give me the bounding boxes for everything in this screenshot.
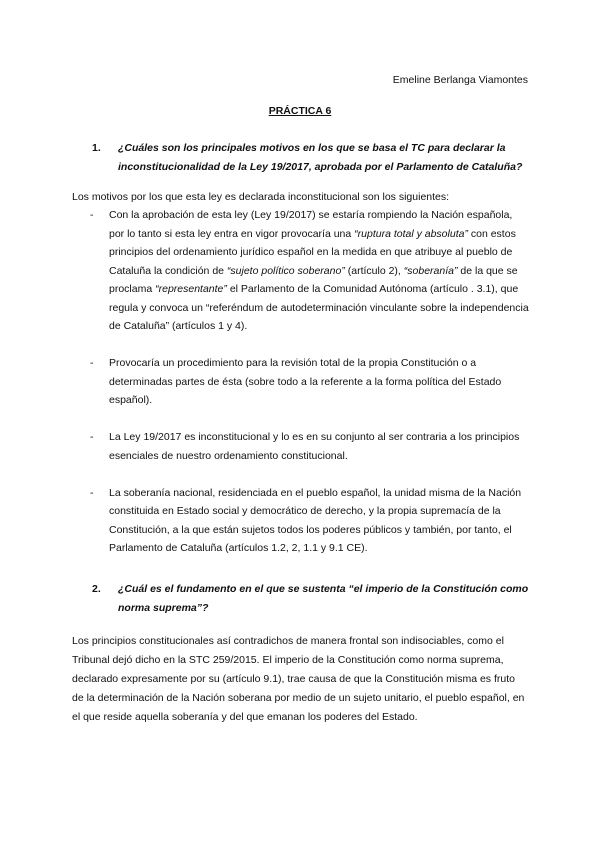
list-item bbox=[90, 206, 530, 336]
list-item bbox=[90, 484, 530, 558]
bullet-dash: - bbox=[90, 431, 94, 443]
bullet-1-text-4: de la que se proclama bbox=[109, 264, 518, 295]
bullet-dash: - bbox=[90, 486, 94, 499]
bullet-1-quote-4: “representante” bbox=[155, 283, 227, 295]
bullet-1-text-5: el Parlamento de la Comunidad Autónoma (artículo . 3.1), que regula y convoca un “referéndum de autodeterminación vinculante sobre la independencia de Cataluña” (artículos 1 y 4). bbox=[109, 283, 529, 332]
question-1-number: 1. bbox=[92, 142, 101, 154]
bullet-1-quote-1: “ruptura total y absoluta” bbox=[354, 227, 468, 240]
bullet-1-quote-3: “soberanía” bbox=[403, 264, 458, 277]
author-name: Emeline Berlanga Viamontes bbox=[392, 74, 528, 86]
reasons-list bbox=[90, 206, 530, 558]
bullet-2-text: Provocaría un procedimiento para la revisión total de la propia Constitución o a determinadas partes de ésta (sobre todo a la referente a la forma política del Estado español). bbox=[109, 357, 502, 406]
document-title: PRÁCTICA 6 bbox=[268, 105, 332, 117]
question-1-text: ¿Cuáles son los principales motivos en los que se basa el TC para declarar la inconstitucionalidad de la Ley 19/2017, aprobada por el Parlamento de Cataluña? bbox=[118, 142, 523, 173]
bullet-1-text-2: con estos principios del ordenamiento jurídico español en la medida en que atribuye al pueblo de Cataluña la condición de bbox=[109, 227, 516, 277]
bullet-dash: - bbox=[90, 209, 94, 221]
bullet-1-text-3: (artículo 2), bbox=[344, 264, 404, 277]
bullet-1-text: Con la aprobación de esta ley (Ley 19/2017) se estaría rompiendo la Nación española, por lo tanto si esta ley entra en vigor provocaría una bbox=[109, 209, 513, 240]
list-item bbox=[90, 428, 530, 465]
bullet-4-text: La soberanía nacional, residenciada en el pueblo español, la unidad misma de la Nación constituida en Estado social y democrático de derecho, y la propia supremacía de la Constitución, a la que están sujetos todos los poderes públicos y también, por tanto, el Parlamento de Cataluña (artículos 1.2, 2, 1.1 y 9.1 CE). bbox=[109, 486, 522, 554]
question-2 bbox=[92, 580, 532, 618]
list-item bbox=[90, 354, 530, 410]
bullet-3-text: La Ley 19/2017 es inconstitucional y lo es en su conjunto al ser contraria a los principios esenciales de nuestro ordenamiento constitucional. bbox=[109, 431, 520, 462]
question-2-text: ¿Cuál es el fundamento en el que se sustenta “el imperio de la Constitución como norma suprema”? bbox=[118, 583, 529, 614]
bullet-1-quote-2: “sujeto político soberano” bbox=[226, 264, 345, 277]
bullet-dash: - bbox=[90, 357, 94, 369]
question-2-number: 2. bbox=[92, 583, 101, 595]
answer-2-paragraph: Los principios constitucionales así contradichos de manera frontal son indisociables, como el Tribunal dejó dicho en la STC 259/2015. El imperio de la Constitución como norma suprema, declarado expresamente por su (artículo 9.1), trae causa de que la Constitución misma es fruto de la determinación de la Nación soberana por medio de un sujeto unitario, el pueblo español, en el que reside aquella soberanía y del que emanan los poderes del Estado. bbox=[72, 635, 525, 723]
question-1 bbox=[92, 139, 532, 177]
intro-paragraph: Los motivos por los que esta ley es declarada inconstitucional son los siguientes: bbox=[72, 191, 450, 203]
